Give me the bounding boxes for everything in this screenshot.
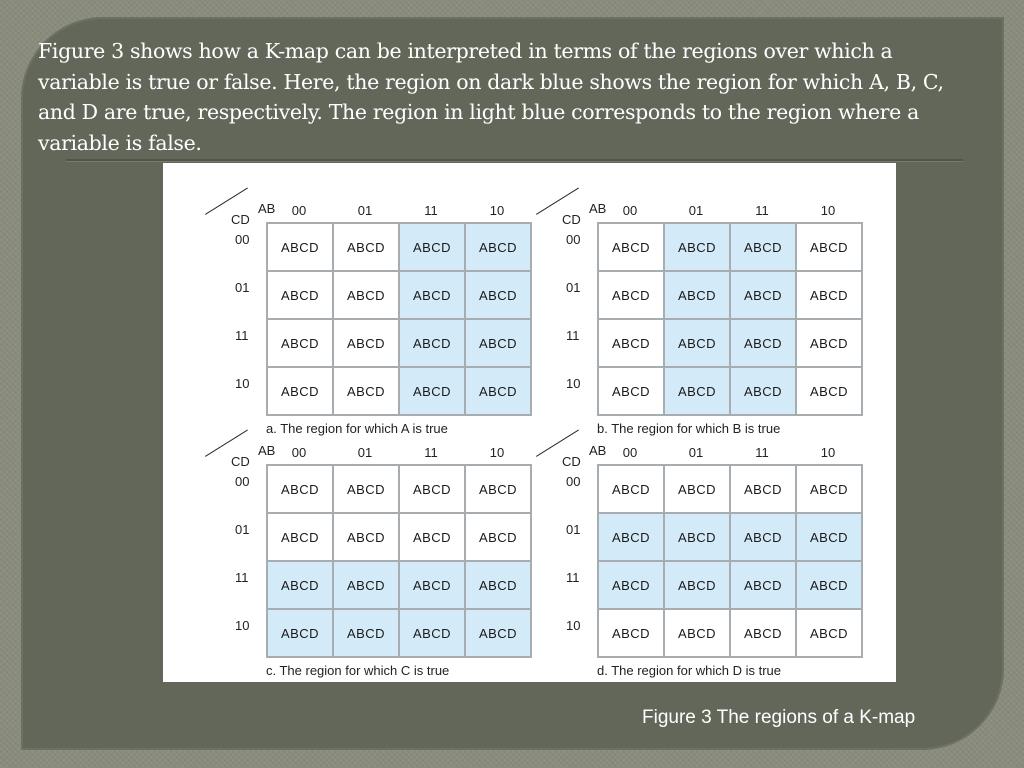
kmap-cell: ABCD (399, 609, 465, 657)
intro-paragraph: Figure 3 shows how a K-map can be interpreted in terms of the regions over which a variable is true or false. Here, the region on dark blue shows the region for which A, B, C, and D are true, respectively. The region in light blue corresponds to the region where a variable is false. (38, 39, 944, 155)
column-header-00: 00 (622, 203, 638, 218)
row-variable-label: CD (562, 212, 581, 227)
kmap-cell: ABCD (267, 367, 333, 415)
kmap-cell: ABCD (267, 223, 333, 271)
column-header-11: 11 (424, 445, 438, 460)
kmap-cell: ABCD (730, 367, 796, 415)
kmap-cell: ABCD (796, 513, 862, 561)
kmap-cell: ABCD (399, 367, 465, 415)
column-variable-label: AB (589, 443, 607, 458)
kmap-cell: ABCD (598, 223, 664, 271)
row-header-00: 00 (235, 232, 250, 247)
kmap-cell: ABCD (333, 271, 399, 319)
kmap-cell: ABCD (465, 319, 531, 367)
kmap-cell: ABCD (796, 367, 862, 415)
kmap-cell: ABCD (267, 513, 333, 561)
kmap-cell: ABCD (399, 223, 465, 271)
kmap-grid (266, 222, 532, 416)
row-header-10: 10 (566, 618, 581, 633)
kmap-d (524, 423, 854, 678)
figure-caption: Figure 3 The regions of a K-map (642, 707, 916, 728)
kmap-c (193, 423, 523, 678)
kmap-caption-c: c. The region for which C is true (266, 663, 450, 678)
kmap-cell: ABCD (465, 271, 531, 319)
kmap-cell: ABCD (664, 465, 730, 513)
corner-diagonal (205, 430, 248, 457)
kmap-cell: ABCD (267, 609, 333, 657)
kmap-cell: ABCD (465, 609, 531, 657)
row-variable-label: CD (231, 212, 250, 227)
kmap-cell: ABCD (267, 319, 333, 367)
kmap-caption-b: b. The region for which B is true (597, 421, 781, 436)
kmap-cell: ABCD (664, 561, 730, 609)
column-header-11: 11 (755, 203, 769, 218)
kmap-cell: ABCD (399, 513, 465, 561)
kmap-cell: ABCD (730, 271, 796, 319)
column-variable-label: AB (258, 443, 276, 458)
kmap-cell: ABCD (598, 561, 664, 609)
kmap-cell: ABCD (796, 223, 862, 271)
kmap-cell: ABCD (796, 465, 862, 513)
column-header-01: 01 (357, 445, 373, 460)
kmap-cell: ABCD (267, 465, 333, 513)
row-header-01: 01 (566, 522, 581, 537)
column-header-00: 00 (291, 445, 307, 460)
row-header-11: 11 (235, 570, 249, 585)
kmap-cell: ABCD (465, 561, 531, 609)
kmap-cell: ABCD (465, 367, 531, 415)
kmap-caption-d: d. The region for which D is true (597, 663, 782, 678)
kmap-cell: ABCD (465, 223, 531, 271)
kmap-cell: ABCD (333, 319, 399, 367)
column-header-10: 10 (489, 445, 505, 460)
kmap-cell: ABCD (598, 609, 664, 657)
kmap-cell: ABCD (796, 271, 862, 319)
kmap-cell: ABCD (399, 271, 465, 319)
column-header-01: 01 (357, 203, 373, 218)
kmap-cell: ABCD (598, 271, 664, 319)
row-header-01: 01 (235, 522, 250, 537)
kmap-cell: ABCD (399, 561, 465, 609)
row-header-11: 11 (235, 328, 249, 343)
column-header-11: 11 (755, 445, 769, 460)
row-header-00: 00 (235, 474, 250, 489)
kmap-cell: ABCD (598, 367, 664, 415)
row-header-10: 10 (566, 376, 581, 391)
row-header-10: 10 (235, 618, 250, 633)
kmap-cell: ABCD (664, 223, 730, 271)
kmap-cell: ABCD (796, 319, 862, 367)
kmap-figure (163, 163, 896, 682)
column-header-10: 10 (489, 203, 505, 218)
kmap-a (193, 181, 523, 436)
column-header-00: 00 (622, 445, 638, 460)
kmap-cell: ABCD (333, 513, 399, 561)
kmap-cell: ABCD (730, 465, 796, 513)
column-header-01: 01 (688, 445, 704, 460)
row-variable-label: CD (231, 454, 250, 469)
kmap-cell: ABCD (333, 561, 399, 609)
kmap-grid (597, 464, 863, 658)
row-header-11: 11 (566, 570, 580, 585)
kmap-cell: ABCD (664, 609, 730, 657)
kmap-caption-a: a. The region for which A is true (266, 421, 448, 436)
kmap-cell: ABCD (730, 223, 796, 271)
kmap-cell: ABCD (333, 367, 399, 415)
kmap-cell: ABCD (598, 513, 664, 561)
row-header-00: 00 (566, 232, 581, 247)
kmap-cell: ABCD (730, 609, 796, 657)
kmap-cell: ABCD (664, 513, 730, 561)
kmap-cell: ABCD (796, 609, 862, 657)
kmap-cell: ABCD (730, 561, 796, 609)
kmap-cell: ABCD (465, 465, 531, 513)
kmap-cell: ABCD (465, 513, 531, 561)
kmap-cell: ABCD (267, 271, 333, 319)
corner-diagonal (536, 430, 579, 457)
row-header-11: 11 (566, 328, 580, 343)
column-header-00: 00 (291, 203, 307, 218)
column-header-10: 10 (820, 445, 836, 460)
kmap-cell: ABCD (598, 465, 664, 513)
kmap-cell: ABCD (664, 367, 730, 415)
kmap-cell: ABCD (333, 223, 399, 271)
kmap-cell: ABCD (664, 271, 730, 319)
column-variable-label: AB (589, 201, 607, 216)
row-header-01: 01 (235, 280, 250, 295)
kmap-cell: ABCD (730, 513, 796, 561)
kmap-cell: ABCD (333, 609, 399, 657)
kmap-cell: ABCD (267, 561, 333, 609)
row-header-00: 00 (566, 474, 581, 489)
row-variable-label: CD (562, 454, 581, 469)
kmap-cell: ABCD (796, 561, 862, 609)
row-header-10: 10 (235, 376, 250, 391)
kmap-grid (266, 464, 532, 658)
title-divider (66, 159, 963, 162)
column-header-11: 11 (424, 203, 438, 218)
kmap-cell: ABCD (399, 465, 465, 513)
corner-diagonal (536, 188, 579, 215)
corner-diagonal (205, 188, 248, 215)
column-header-01: 01 (688, 203, 704, 218)
column-header-10: 10 (820, 203, 836, 218)
kmap-cell: ABCD (333, 465, 399, 513)
kmap-cell: ABCD (730, 319, 796, 367)
column-variable-label: AB (258, 201, 276, 216)
kmap-cell: ABCD (399, 319, 465, 367)
kmap-grid (597, 222, 863, 416)
kmap-b (524, 181, 854, 436)
kmap-cell: ABCD (664, 319, 730, 367)
kmap-cell: ABCD (598, 319, 664, 367)
row-header-01: 01 (566, 280, 581, 295)
